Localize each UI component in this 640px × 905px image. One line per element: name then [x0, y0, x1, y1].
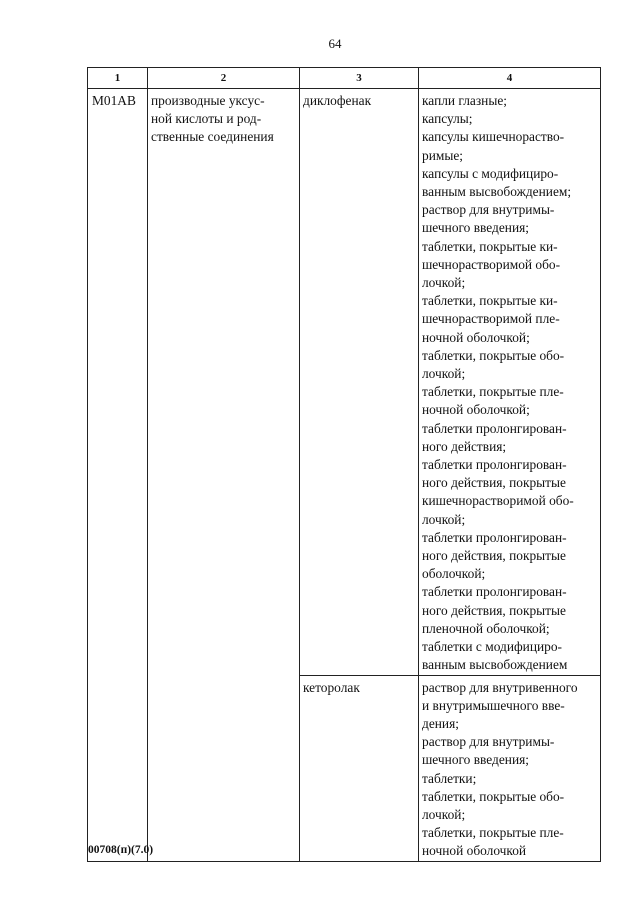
dosage-form-line: таблетки;	[422, 770, 477, 786]
dosage-form-line: пленочной оболочкой;	[422, 620, 550, 636]
document-form-code: 00708(п)(7.0)	[88, 844, 154, 856]
dosage-form-line: раствор для внутримы-	[422, 734, 555, 750]
dosage-form-line: таблетки пролонгирован-	[422, 529, 567, 545]
dosage-form-line: раствор для внутримы-	[422, 202, 555, 218]
dosage-form-line: ночной оболочкой;	[422, 402, 530, 418]
dosage-form-line: таблетки, покрытые ки-	[422, 293, 558, 309]
dosage-form-line: таблетки с модифициро-	[422, 639, 563, 655]
dosage-forms-cell	[419, 675, 601, 861]
dosage-form-line: капли глазные;	[422, 93, 507, 108]
dosage-form-line: римые;	[422, 147, 463, 163]
dosage-form-line: лочкой;	[422, 275, 466, 291]
dosage-forms-cell	[419, 89, 601, 676]
dosage-form-line: капсулы кишечнораство-	[422, 129, 565, 145]
dosage-form-line: капсулы с модифициро-	[422, 165, 559, 181]
dosage-form-line: дения;	[422, 715, 459, 731]
dosage-form-line: таблетки, покрытые обо-	[422, 788, 565, 804]
atc-code: M01AB	[92, 93, 136, 108]
dosage-form-line: лочкой;	[422, 806, 466, 822]
dosage-form-line: лочкой;	[422, 366, 466, 382]
table-header-row	[88, 68, 601, 89]
drug-name-cell	[300, 675, 419, 861]
atc-code-cell	[88, 89, 148, 862]
drug-name: диклофенак	[303, 93, 372, 108]
dosage-form-line: таблетки, покрытые пле-	[422, 825, 564, 841]
dosage-form-line: ночной оболочкой;	[422, 329, 530, 345]
dosage-form-line: капсулы;	[422, 111, 473, 127]
column-header: 2	[148, 68, 300, 89]
dosage-form-line: таблетки пролонгирован-	[422, 420, 567, 436]
page-number: 64	[328, 36, 342, 51]
dosage-form-line: оболочкой;	[422, 566, 486, 582]
dosage-form-line: ного действия;	[422, 438, 507, 454]
drug-name-cell	[300, 89, 419, 676]
group-name-line: производные уксус-	[151, 93, 265, 108]
group-name-cell	[148, 89, 300, 862]
drug-name: кеторолак	[303, 679, 360, 695]
dosage-form-line: шечнорастворимой пле-	[422, 311, 560, 327]
dosage-form-line: раствор для внутривенного	[422, 679, 578, 695]
dosage-form-line: таблетки, покрытые ки-	[422, 238, 558, 254]
dosage-form-line: лочкой;	[422, 511, 466, 527]
dosage-form-line: ного действия, покрытые	[422, 475, 566, 491]
dosage-form-line: ванным высвобождением	[422, 657, 568, 673]
dosage-form-line: ночной оболочкой	[422, 843, 527, 859]
dosage-form-line: шечного введения;	[422, 220, 530, 236]
dosage-form-line: ванным высвобождением;	[422, 184, 572, 200]
table-row	[88, 89, 601, 676]
column-header: 3	[300, 68, 419, 89]
dosage-form-line: таблетки пролонгирован-	[422, 584, 567, 600]
dosage-form-line: шечного введения;	[422, 752, 530, 768]
column-header: 4	[419, 68, 601, 89]
medication-table	[87, 67, 601, 862]
group-name-line: ственные соединения	[151, 129, 274, 145]
group-name-line: ной кислоты и род-	[151, 111, 262, 127]
column-header: 1	[88, 68, 148, 89]
dosage-form-line: таблетки пролонгирован-	[422, 457, 567, 473]
dosage-form-line: ного действия, покрытые	[422, 548, 566, 564]
dosage-form-line: таблетки, покрытые обо-	[422, 347, 565, 363]
dosage-form-line: и внутримышечного вве-	[422, 697, 565, 713]
dosage-form-line: таблетки, покрытые пле-	[422, 384, 564, 400]
dosage-form-line: шечнорастворимой обо-	[422, 256, 561, 272]
dosage-form-line: кишечнорастворимой обо-	[422, 493, 574, 509]
dosage-form-line: ного действия, покрытые	[422, 602, 566, 618]
